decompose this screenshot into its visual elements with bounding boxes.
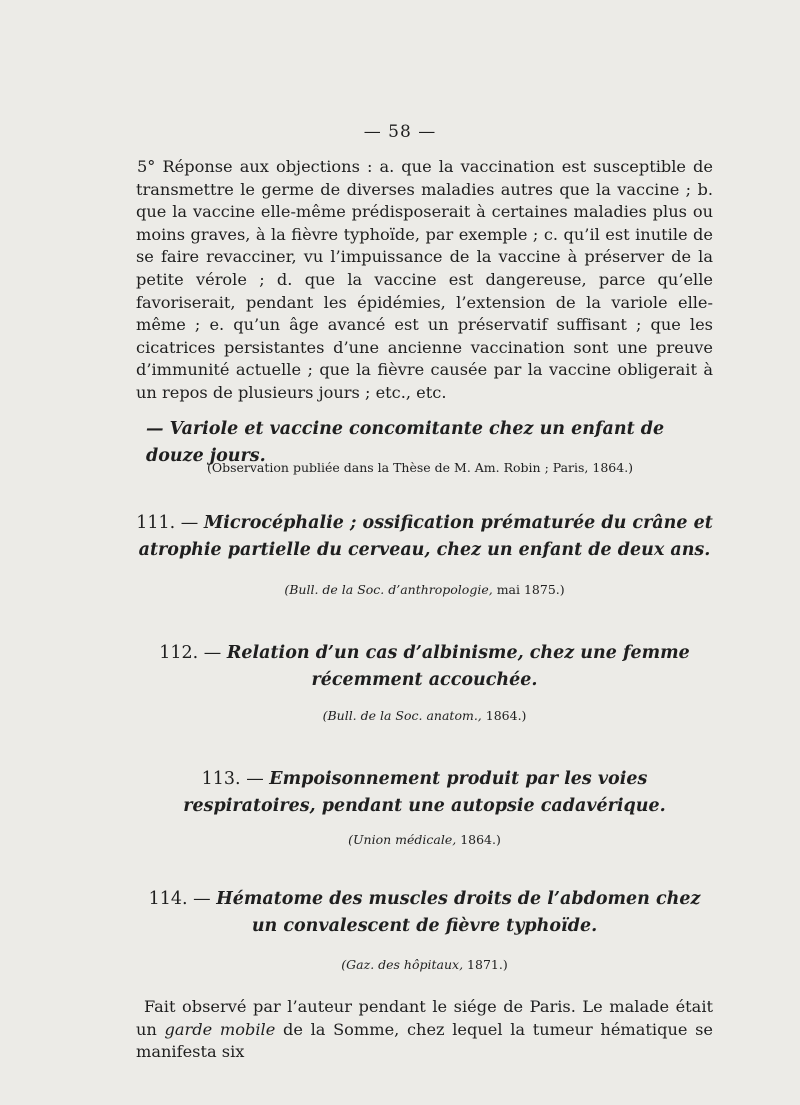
- source-date: 1864.): [481, 708, 527, 723]
- source-journal: (Bull. de la Soc. d’anthropologie,: [284, 582, 493, 597]
- entry-title-text: Empoisonnement produit par les voies respiratoires, pendant une autopsie cadavérique.: [183, 769, 666, 816]
- variole-source: (Observation publiée dans la Thèse de M. Am. Robin ; Paris, 1864.): [206, 460, 634, 475]
- entry-title-text: Relation d’un cas d’albinisme, chez une femme récemment accouchée.: [226, 643, 690, 690]
- closing-paragraph: [136, 996, 713, 1064]
- closing-text-start: Fait observé par l’auteur pendant le siége de Paris. Le malade était un: [136, 997, 713, 1039]
- entry-dash: —: [193, 889, 211, 909]
- entry-112-title: [136, 640, 713, 694]
- source-date: 1871.): [463, 957, 508, 972]
- intro-paragraph: 5° Réponse aux objections : a. que la vaccination est susceptible de transmettre le germe de diverses maladies autres que la vaccine ; b. que la vaccine elle-même prédisposerait à certaines maladies plus ou moins graves, à la fièvre typhoïde, par exemple ; c. qu’il est inutile de se faire revacciner, vu l’impuissance de la vaccine à préserver de la petite vérole ; d. que la vaccine est dangereuse, parce qu’elle favoriserait, pendant les épidémies, l’extension de la variole elle-même ; e. qu’un âge avancé est un préservatif suffisant ; que les cicatrices persistantes d’une ancienne vaccination sont une preuve d’immunité actuelle ; que la fièvre causée par la vaccine obligerait à un repos de plusieurs jours ; etc., etc.: [136, 157, 713, 402]
- source-date: mai 1875.): [492, 582, 565, 597]
- entry-number: 114.: [148, 889, 188, 909]
- entry-111-title: [136, 510, 713, 564]
- source-journal: (Bull. de la Soc. anatom.,: [322, 708, 482, 723]
- entry-title-text: Microcéphalie ; ossification prématurée du crâne et atrophie partielle du cerveau, chez un enfant de deux ans.: [138, 513, 713, 560]
- entry-dash: —: [246, 769, 264, 789]
- entry-113-title: [136, 766, 713, 820]
- entry-114-source: [136, 957, 713, 972]
- entry-112-source: [136, 708, 713, 723]
- entry-title-text: Hématome des muscles droits de l’abdomen chez un convalescent de fièvre typhoïde.: [216, 889, 701, 936]
- entry-114-title: [136, 886, 713, 940]
- source-date: 1864.): [456, 832, 501, 847]
- entry-113-source: [136, 832, 713, 847]
- variole-title: — Variole et vaccine concomitante chez un enfant de douze jours.: [146, 419, 665, 466]
- entry-111-source: [136, 582, 713, 597]
- closing-text-end: de la Somme, chez lequel la tumeur hématique se manifesta six: [136, 1019, 714, 1062]
- entry-number: 113.: [201, 769, 241, 789]
- page-number: — 58 —: [363, 122, 437, 142]
- entry-dash: —: [203, 643, 222, 663]
- closing-text-italic: garde mobile: [164, 1019, 276, 1039]
- entry-dash: —: [180, 513, 199, 533]
- entry-number: 112.: [159, 643, 199, 663]
- source-journal: (Union médicale,: [348, 832, 457, 847]
- entry-number: 111.: [136, 513, 176, 533]
- source-journal: (Gaz. des hôpitaux,: [341, 957, 464, 972]
